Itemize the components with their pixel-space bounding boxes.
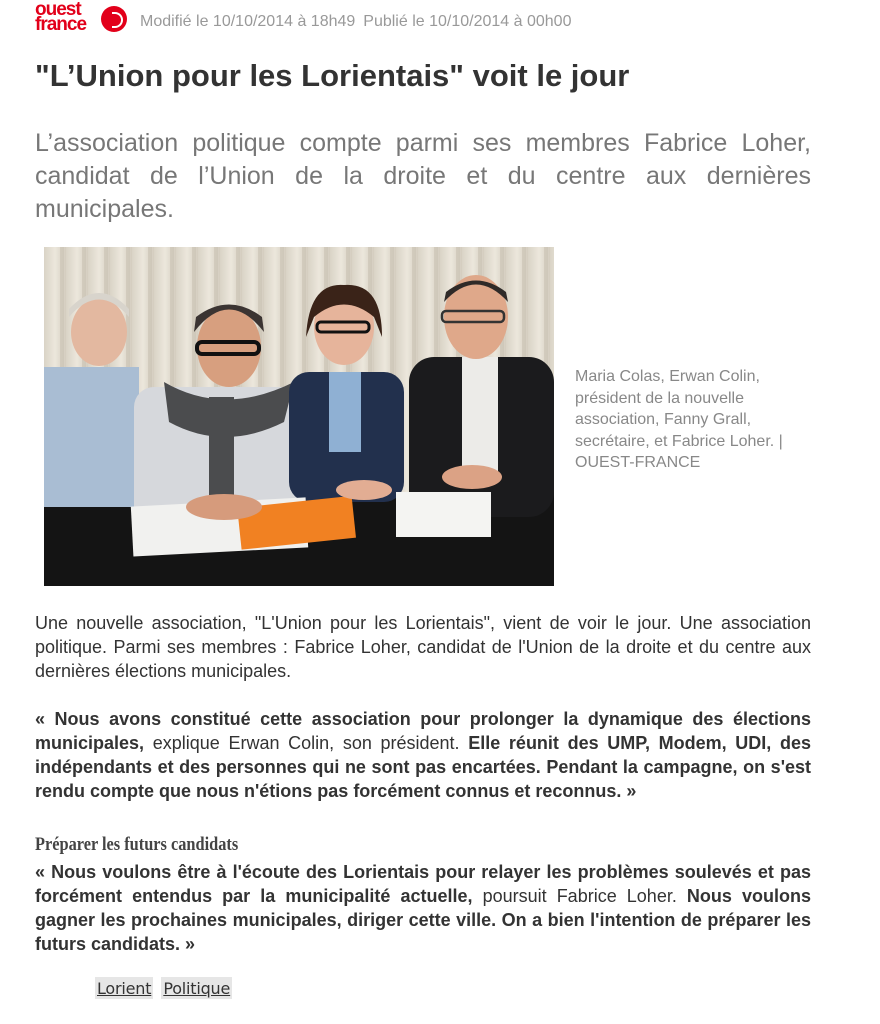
article-dates — [140, 13, 571, 31]
page-header — [35, 0, 855, 40]
quote: Elle réunit des UMP, Modem, UDI, des indépendants et des personnes qui ne sont pas encartées. Pendant la campagne, on s'est rendu compte que nous n'étions pas forcément connus et reconnus. » — [35, 733, 811, 801]
article-paragraph-1: Une nouvelle association, "L'Union pour les Lorientais", vient de voir le jour. Une association politique. Parmi ses membres : Fabrice Loher, candidat de l'Union de la droite et du centre aux dernières élections municipales. — [35, 613, 811, 681]
modified-date: Modifié le 10/10/2014 à 18h49 — [140, 13, 356, 30]
attribution: poursuit Fabrice Loher. — [472, 886, 687, 906]
quote: « Nous avons constitué cette association pour prolonger la dynamique des élections municipales, — [35, 709, 811, 753]
tag-lorient[interactable]: Lorient — [97, 979, 152, 998]
attribution: explique Erwan Colin, son président. — [144, 733, 469, 753]
article-title: "L’Union pour les Lorientais" voit le jour — [35, 58, 630, 93]
ouest-france-logo[interactable] — [35, 2, 127, 34]
logo-line-2: france — [35, 14, 87, 35]
logo-line-1: ouest — [35, 0, 81, 20]
tag-list — [95, 977, 240, 999]
article-photo — [44, 247, 554, 586]
logo-circle-icon — [101, 6, 127, 32]
quote: « Nous voulons être à l'écoute des Lorientais pour relayer les problèmes soulevés et pas forcément entendus par la municipalité actuelle, — [35, 862, 811, 906]
tag-politique[interactable]: Politique — [163, 979, 231, 998]
quote: Nous voulons gagner les prochaines municipales, diriger cette ville. On a bien l'intention de préparer les futurs candidats. » — [35, 886, 812, 954]
article-subheading: Préparer les futurs candidats — [35, 834, 239, 855]
published-date: Publié le 10/10/2014 à 00h00 — [363, 13, 572, 30]
photo-caption: Maria Colas, Erwan Colin, président de la nouvelle association, Fanny Grall, secrétaire, et Fabrice Loher. | OUEST-FRANCE — [575, 368, 783, 471]
article-paragraph-3 — [35, 860, 811, 956]
article-lead: L’association politique compte parmi ses membres Fabrice Loher, candidat de l’Union de la droite et du centre aux dernières municipales. — [35, 129, 811, 223]
article-paragraph-2 — [35, 707, 811, 803]
